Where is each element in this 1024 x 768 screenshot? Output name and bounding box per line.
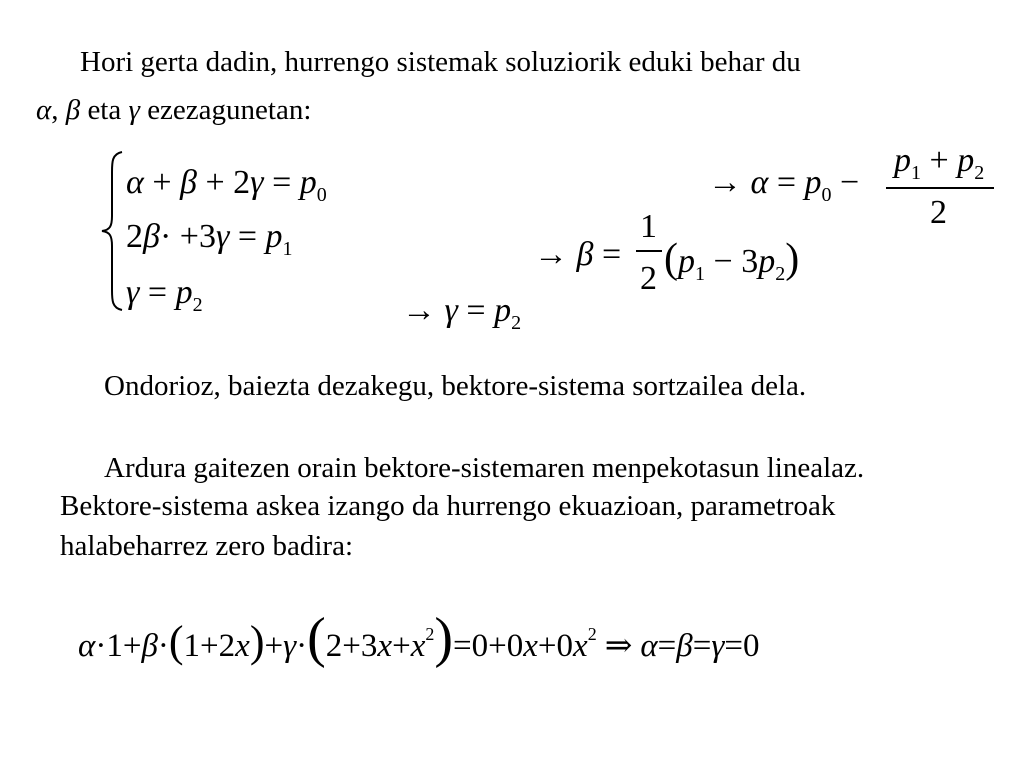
fe-rparen1: ) xyxy=(249,617,265,666)
alpha-equals: = xyxy=(776,164,797,201)
beta-fraction-numerator: 1 xyxy=(640,208,657,245)
fe-plus7: + xyxy=(537,628,557,664)
fe-plus3: + xyxy=(264,628,284,664)
eq2-beta: β xyxy=(143,218,160,255)
alpha-sub: 0 xyxy=(821,184,832,206)
fe-result-beta: β xyxy=(676,628,693,664)
alpha-num-sub1: 1 xyxy=(911,162,921,184)
fe-plus6: + xyxy=(488,628,507,664)
alpha-fraction-denominator: 2 xyxy=(930,194,947,231)
rest-words: ezezagunetan: xyxy=(147,94,312,126)
fe-one: 1 xyxy=(106,628,123,664)
paragraph2: Ondorioz, baiezta dezakegu, bektore-sistema sortzailea dela. xyxy=(104,370,807,402)
fe-dot3: · xyxy=(296,628,308,664)
fe-x2: x xyxy=(377,628,393,664)
system-brace xyxy=(98,150,128,312)
gamma-equals: = xyxy=(466,292,486,329)
eq1-plus1: + xyxy=(152,164,172,201)
eq1-coef: 2 xyxy=(233,164,251,201)
gamma-p: p xyxy=(494,292,512,329)
eq3-sub: 2 xyxy=(192,294,203,316)
alpha-var: α xyxy=(750,164,769,201)
gamma-symbol: γ xyxy=(128,94,140,126)
comma: , xyxy=(51,94,59,126)
solution-gamma xyxy=(402,292,522,334)
eq2-sub: 1 xyxy=(282,238,293,260)
fe-t1: 1 xyxy=(183,628,201,664)
eq1-sub: 0 xyxy=(316,184,327,206)
beta-lparen: ( xyxy=(664,236,678,282)
alpha-num-p1: p xyxy=(894,142,911,179)
system-eq1 xyxy=(126,164,327,206)
fe-u1: 2 xyxy=(325,628,343,664)
system-eq2 xyxy=(126,218,293,260)
beta-equals: = xyxy=(601,236,622,273)
alpha-minus: − xyxy=(840,164,860,201)
beta-minus: − xyxy=(713,243,733,280)
eq1-p: p xyxy=(299,164,317,201)
fe-alpha: α xyxy=(78,628,96,664)
fe-eq2: = xyxy=(657,628,677,664)
alpha-num-sub2: 2 xyxy=(974,162,985,184)
fe-exp1: 2 xyxy=(425,624,435,644)
fe-plus4: + xyxy=(342,628,361,664)
beta-fraction-denominator: 2 xyxy=(640,260,657,297)
eq1-alpha: α xyxy=(126,164,144,201)
beta-rparen: ) xyxy=(785,236,800,282)
fe-lparen2: ( xyxy=(307,607,326,669)
fe-plus2: + xyxy=(200,628,219,664)
fe-eq4: = xyxy=(724,628,743,664)
eta-word: eta xyxy=(87,94,122,126)
beta-p1: p xyxy=(678,243,695,280)
eq1-equals: = xyxy=(272,164,292,201)
beta-sub2: 2 xyxy=(775,263,786,285)
fe-result-alpha: α xyxy=(640,628,658,664)
eq1-plus2: + xyxy=(205,164,225,201)
beta-p2: p xyxy=(758,243,776,280)
alpha-fraction-bar xyxy=(886,187,994,189)
fe-eq1: = xyxy=(453,628,472,664)
alpha-arrow: → xyxy=(708,164,742,201)
fe-zero: 0 xyxy=(743,628,760,664)
fe-plus1: + xyxy=(122,628,142,664)
eq2-plus: + xyxy=(179,218,199,255)
eq2-equals: = xyxy=(237,218,258,255)
fe-lparen1: ( xyxy=(168,617,184,666)
eq2-p: p xyxy=(265,218,283,255)
fe-eq3: = xyxy=(692,628,712,664)
eq2-gamma: γ xyxy=(215,218,230,255)
beta-symbol: β xyxy=(65,94,81,126)
solution-beta xyxy=(534,238,621,272)
alpha-symbol: α xyxy=(36,94,52,126)
alpha-num-p2: p xyxy=(957,142,975,179)
eq2-dot: · xyxy=(159,218,172,255)
eq3-p: p xyxy=(175,274,193,311)
fe-gamma: γ xyxy=(283,628,297,664)
fe-z1: 0 xyxy=(471,628,489,664)
eq3-equals: = xyxy=(147,274,168,311)
paragraph3-line3: halabeharrez zero badira: xyxy=(60,530,354,562)
alpha-num-plus: + xyxy=(929,142,949,179)
fe-exp2: 2 xyxy=(587,624,597,644)
alpha-fraction-numerator xyxy=(894,142,985,184)
fe-t2: 2 xyxy=(218,628,236,664)
fe-plus5: + xyxy=(392,628,411,664)
fe-dot1: · xyxy=(95,628,107,664)
paragraph3-line1: Ardura gaitezen orain bektore-sistemaren menpekotasun linealaz. xyxy=(104,452,865,484)
alpha-p: p xyxy=(804,164,822,201)
eq1-beta: β xyxy=(180,164,197,201)
fe-z3: 0 xyxy=(556,628,574,664)
eq2-coef2: 3 xyxy=(198,218,216,255)
fe-rparen2: ) xyxy=(434,607,453,669)
fe-result-gamma: γ xyxy=(711,628,725,664)
paragraph1-line2 xyxy=(36,96,311,125)
beta-paren-group xyxy=(664,236,800,285)
gamma-sub: 2 xyxy=(511,312,522,334)
system-eq3 xyxy=(126,274,203,316)
paragraph1-line1: Hori gerta dadin, hurrengo sistemak soluziorik eduki behar du xyxy=(80,46,801,78)
beta-var: β xyxy=(576,236,594,273)
beta-fraction-bar xyxy=(636,250,662,252)
fe-beta: β xyxy=(141,628,158,664)
gamma-arrow: → xyxy=(402,292,436,329)
fe-x3: x xyxy=(410,628,426,664)
final-equation xyxy=(78,607,760,669)
eq3-gamma: γ xyxy=(126,274,140,311)
fe-dot2: · xyxy=(157,628,169,664)
beta-coef: 3 xyxy=(741,243,759,280)
fe-x1: x xyxy=(235,628,250,664)
fe-x5: x xyxy=(573,628,588,664)
fe-u2: 3 xyxy=(360,628,378,664)
beta-arrow: → xyxy=(534,236,568,273)
eq1-gamma: γ xyxy=(250,164,264,201)
fe-z2: 0 xyxy=(506,628,524,664)
fe-x4: x xyxy=(523,628,538,664)
eq2-coef1: 2 xyxy=(126,218,143,255)
beta-sub1: 1 xyxy=(695,263,705,285)
gamma-var: γ xyxy=(444,292,458,329)
paragraph3-line2: Bektore-sistema askea izango da hurrengo ekuazioan, parametroak xyxy=(60,490,836,522)
fe-implies: ⇒ xyxy=(604,628,633,664)
solution-alpha xyxy=(708,164,860,206)
